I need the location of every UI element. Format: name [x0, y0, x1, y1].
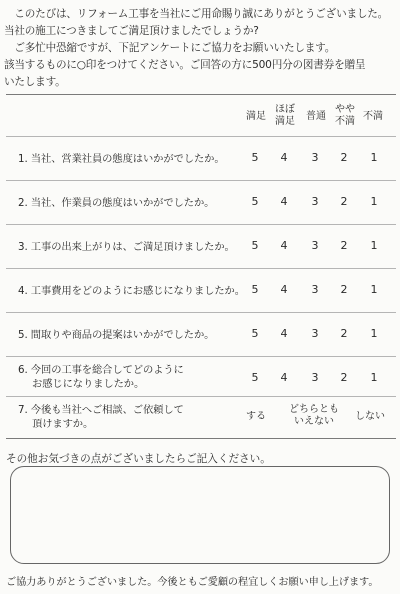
score-1[interactable]: 1: [370, 283, 378, 296]
score-5[interactable]: 5: [251, 195, 259, 208]
header-futsu: 普通: [306, 111, 326, 122]
score-4[interactable]: 4: [280, 239, 288, 252]
question-row-7: [6, 396, 396, 439]
score-3[interactable]: 3: [311, 195, 319, 208]
score-5[interactable]: 5: [251, 371, 259, 384]
score-3[interactable]: 3: [311, 327, 319, 340]
intro-text: [4, 6, 396, 91]
question-text: 5. 間取りや商品の提案はいかがでしたか。: [18, 329, 215, 341]
option-shinai[interactable]: しない: [355, 411, 385, 422]
option-dochiratomo[interactable]: どちらとも いえない: [289, 404, 339, 427]
remarks-box[interactable]: [10, 466, 390, 564]
intro-line-1: このたびは、リフォーム工事を当社にご用命賜り誠にありがとうございました。: [4, 8, 389, 20]
intro-line-4: 該当するものに○印をつけてください。ご回答の方に500円分の図書券を贈呈: [4, 59, 366, 71]
question-row-1: [6, 136, 396, 181]
question-row-4: [6, 268, 396, 313]
header-yaya-fuman: やや 不満: [335, 104, 355, 127]
intro-line-3: ご多忙中恐縮ですが、下記アンケートにご協力をお願いいたします。: [4, 42, 336, 54]
remarks-label: その他お気づきの点がございましたらご記入ください。: [6, 453, 271, 465]
bottom-divider: [6, 438, 396, 439]
question-text: 4. 工事費用をどのようにお感じになりましたか。: [18, 285, 245, 297]
score-1[interactable]: 1: [370, 327, 378, 340]
intro-line-5: いたします。: [4, 76, 66, 88]
score-5[interactable]: 5: [251, 239, 259, 252]
score-1[interactable]: 1: [370, 151, 378, 164]
footer-text: ご協力ありがとうございました。今後ともご愛顧の程宜しくお願い申し上げます。: [6, 577, 379, 588]
header-fuman: 不満: [363, 111, 383, 122]
question-text: 3. 工事の出来上がりは、ご満足頂けましたか。: [18, 241, 235, 253]
score-2[interactable]: 2: [340, 283, 348, 296]
score-5[interactable]: 5: [251, 327, 259, 340]
score-2[interactable]: 2: [340, 195, 348, 208]
score-2[interactable]: 2: [340, 371, 348, 384]
score-4[interactable]: 4: [280, 283, 288, 296]
question-text: 7. 今後も当社へご相談、ご依頼して 頂けますか。: [18, 404, 184, 430]
question-row-5: [6, 312, 396, 357]
intro-line-2: 当社の施工につきましてご満足頂けましたでしょうか?: [4, 25, 259, 37]
score-3[interactable]: 3: [311, 283, 319, 296]
score-1[interactable]: 1: [370, 239, 378, 252]
question-row-3: [6, 224, 396, 269]
question-row-6: [6, 356, 396, 401]
score-3[interactable]: 3: [311, 371, 319, 384]
score-3[interactable]: 3: [311, 151, 319, 164]
option-suru[interactable]: する: [246, 411, 266, 422]
score-4[interactable]: 4: [280, 151, 288, 164]
header-hobo-manzoku: ほぼ 満足: [275, 104, 295, 127]
score-4[interactable]: 4: [280, 371, 288, 384]
header-manzoku: 満足: [246, 111, 266, 122]
score-2[interactable]: 2: [340, 239, 348, 252]
score-1[interactable]: 1: [370, 371, 378, 384]
score-2[interactable]: 2: [340, 151, 348, 164]
question-text: 6. 今回の工事を総合してどのように お感じになりましたか。: [18, 364, 184, 390]
score-2[interactable]: 2: [340, 327, 348, 340]
score-4[interactable]: 4: [280, 327, 288, 340]
question-text: 1. 当社、営業社員の態度はいかがでしたか。: [18, 153, 225, 165]
question-row-2: [6, 180, 396, 225]
score-3[interactable]: 3: [311, 239, 319, 252]
question-text: 2. 当社、作業員の態度はいかがでしたか。: [18, 197, 215, 209]
score-1[interactable]: 1: [370, 195, 378, 208]
score-5[interactable]: 5: [251, 151, 259, 164]
top-divider: [6, 94, 396, 95]
score-5[interactable]: 5: [251, 283, 259, 296]
score-4[interactable]: 4: [280, 195, 288, 208]
